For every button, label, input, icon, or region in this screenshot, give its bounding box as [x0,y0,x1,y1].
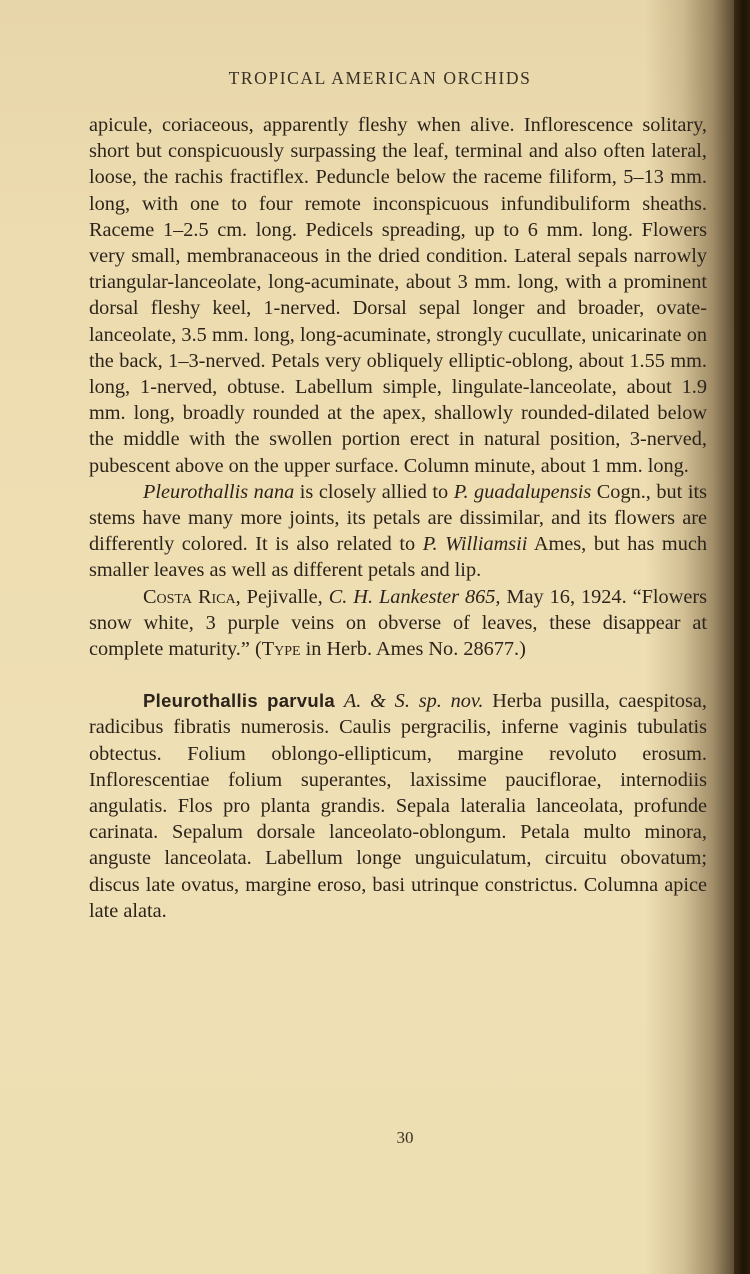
type-label: Type [261,638,301,661]
text-block [89,112,707,924]
new-species-name: Pleurothallis parvula [143,690,336,712]
page-number: 30 [396,1128,414,1147]
reference-species: P. guadalupensis [453,480,592,503]
latin-description: Herba pusilla, caespitosa, radicibus fibratis numerosis. Caulis pergracilis, inferne vaginis tubulatis obtectus. Folium oblongo-ellipticum, margine revoluto erosum. Inflorescentiae folium superantes, laxissime pauciflorae, internodiis angulatis. Flos pro planta grandis. Sepala lateralia lanceolata, profunde carinata. Sepalum dorsale lanceolato-oblongum. Petala multo minora, anguste lanceolata. Labellum longe unguiculatum, circuitu obovatum; discus late ovatus, margine eroso, basi utrinque constrictus. Columna apice late alata. [89,690,707,922]
description-paragraph: apicule, coriaceous, apparently fleshy when alive. Inflorescence solitary, short but conspicuously surpassing the leaf, terminal and also often lateral, loose, the rachis fractiflex. Peduncle below the raceme filiform, 5–13 mm. long, with one to four remote inconspicuous infundibuliform sheaths. Raceme 1–2.5 cm. long. Pedicels spreading, up to 6 mm. long. Flowers very small, membranaceous in the dried condition. Lateral sepals narrowly triangular-lanceolate, long-acuminate, about 3 mm. long, with a prominent dorsal fleshy keel, 1-nerved. Dorsal sepal longer and broader, ovate-lanceolate, 3.5 mm. long, long-acuminate, strongly cucullate, unicarinate on the back, 1–3-nerved. Petals very obliquely elliptic-oblong, about 1.55 mm. long, 1-nerved, obtuse. Labellum simple, lingulate-lanceolate, about 1.9 mm. long, broadly rounded at the apex, shallowly rounded-dilated below the middle with the swollen portion erect in natural position, 3-nerved, pubescent above on the upper surface. Column minute, about 1 mm. long. [89,114,707,477]
page-gutter-shadow [734,0,750,1274]
new-species-paragraph [89,688,707,924]
running-head: TROPICAL AMERICAN ORCHIDS [228,68,532,88]
specimen-paragraph: Costa Rica, Pejivalle, C. H. Lankester 865, May 16, 1924. “Flowers snow white, 3 purple veins on obverse of leaves, these disappear at complete maturity.” (Type in Herb. Ames No. 28677.) [89,585,707,661]
species-name: Pleurothallis nana [143,480,295,503]
country: Costa Rica [143,585,236,608]
reference-species: P. Williamsii [422,533,528,556]
discussion-paragraph: Pleurothallis nana is closely allied to P. guadalupensis Cogn., but its stems have many more joints, its petals are dissimilar, and its flowers are differently colored. It is also related to P. Williamsii Ames, but has much smaller leaves as well as different petals and lip. [89,480,707,582]
collector: C. H. Lankester 865, [328,585,501,608]
section-spacer [89,662,707,688]
new-species-authority: A. & S. sp. nov. [343,690,484,713]
